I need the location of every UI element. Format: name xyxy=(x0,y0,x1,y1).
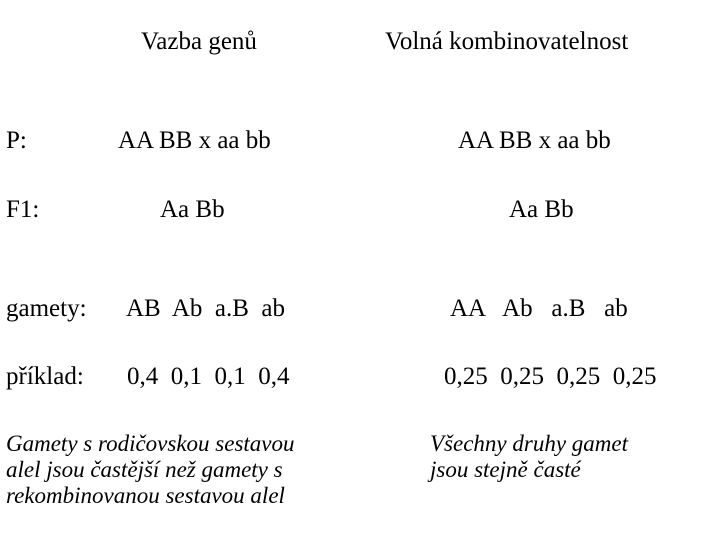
linkage-note-line: alel jsou častější než gamety s xyxy=(6,457,283,482)
independent-note-line: Všechny druhy gamet xyxy=(430,431,628,456)
gametes-row-independent: AA Ab a.B ab xyxy=(450,295,628,322)
linkage-note-line: rekombinovanou sestavou alel xyxy=(6,483,285,508)
f1-row-linkage-genotype: Aa Bb xyxy=(160,196,225,223)
p-row-linkage-cross: AA BB x aa bb xyxy=(118,127,271,154)
linkage-header: Vazba genů xyxy=(141,28,257,55)
independent-note xyxy=(430,431,628,483)
independent-note-line: jsou stejně časté xyxy=(430,457,581,482)
example-row-label: příklad: xyxy=(6,363,84,390)
linkage-note xyxy=(6,431,295,509)
f1-row-label: F1: xyxy=(6,196,40,223)
p-row-label: P: xyxy=(6,127,27,154)
gametes-row-linkage: AB Ab a.B ab xyxy=(126,295,286,322)
independent-assortment-header: Volná kombinovatelnost xyxy=(385,28,629,55)
p-row-independent-cross: AA BB x aa bb xyxy=(458,127,611,154)
f1-row-independent-genotype: Aa Bb xyxy=(509,196,574,223)
linkage-note-line: Gamety s rodičovskou sestavou xyxy=(6,431,295,456)
example-row-linkage-frequencies: 0,4 0,1 0,1 0,4 xyxy=(127,363,290,390)
gametes-row-label: gamety: xyxy=(6,295,87,322)
example-row-independent-frequencies: 0,25 0,25 0,25 0,25 xyxy=(444,363,657,390)
